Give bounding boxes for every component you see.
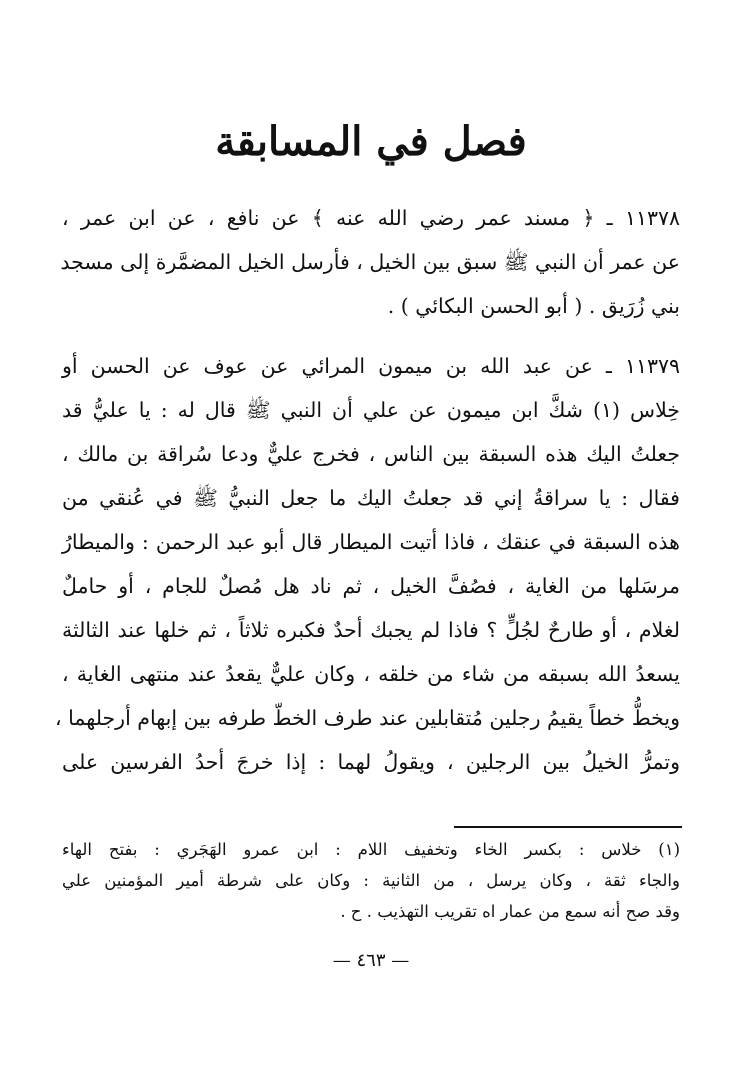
footnote-line: والجاء ثقة ، وكان يرسل ، من الثانية : وكان على شرطة أمير المؤمنين علي — [62, 871, 680, 890]
text-line: فقال : يا سراقةُ إني قد جعلتُ اليك ما جعل النبيُّ ﷺ في عُنقي من — [62, 486, 680, 510]
page-number: — ٤٦٣ — — [332, 950, 410, 971]
text-line: خِلاس (١) شكَّ ابن ميمون عن علي أن النبي ﷺ قال له : يا عليُّ قد — [62, 398, 680, 422]
main-text — [55, 196, 680, 784]
text-line: مرسَلها من الغاية ، فصُفَّ الخيل ، ثم ناد هل مُصلٌ للجام ، أو حاملٌ — [62, 574, 680, 598]
text-line: ١١٣٧٩ ـ عن عبد الله بن ميمون المرائي عن عوف عن الحسن أو — [62, 354, 680, 378]
text-line: عن عمر أن النبي ﷺ سبق بين الخيل ، فأرسل الخيل المضمَّرة إلى مسجد — [60, 250, 680, 274]
footnotes — [62, 834, 680, 927]
text-line: وتمرُّ الخيلُ بين الرجلين ، ويقولُ لهما : إذا خرجَ أحدُ الفرسين على — [62, 750, 680, 774]
text-line: هذه السبقة في عنقك ، فاذا أتيت الميطار قال أبو عبد الرحمن : والميطارُ — [62, 530, 680, 554]
text-line: ويخطُّ خطاً يقيمُ رجلين مُتقابلين عند طرف الخطّ طرفه بين إبهام أرجلهما ، — [55, 706, 680, 730]
hadith-1378 — [62, 196, 680, 328]
hadith-1379 — [55, 344, 680, 784]
text-line: لغلام ، أو طارحٌ لجُلٍّ ؟ فاذا لم يجبك أحدٌ فكبره ثلاثاً ، ثم خلها عند الثالثة — [62, 618, 680, 642]
section-title: فصل في المسابقة — [215, 118, 527, 165]
footnote-line: (١) خلاس : بكسر الخاء وتخفيف اللام : ابن عمرو الهَجَري : بفتح الهاء — [62, 840, 680, 859]
paragraph-gap — [62, 328, 680, 344]
text-line: جعلتُ اليك هذه السبقة بين الناس ، فخرج عليٌّ ودعا سُراقة بن مالك ، — [62, 442, 680, 466]
footnote-line: وقد صح أنه سمع من عمار اه تقريب التهذيب . ح . — [340, 902, 680, 921]
text-line: بني زُرَيق . ( أبو الحسن البكائي ) . — [387, 294, 680, 318]
text-line: ١١٣٧٨ ـ ﴿ مسند عمر رضي الله عنه ﴾ عن نافع ، عن ابن عمر ، — [62, 206, 680, 230]
text-line: يسعدُ الله بسبقه من شاء من خلقه ، وكان عليٌّ يقعدُ عند منتهى الغاية ، — [62, 662, 680, 686]
footnote-divider — [454, 826, 682, 828]
